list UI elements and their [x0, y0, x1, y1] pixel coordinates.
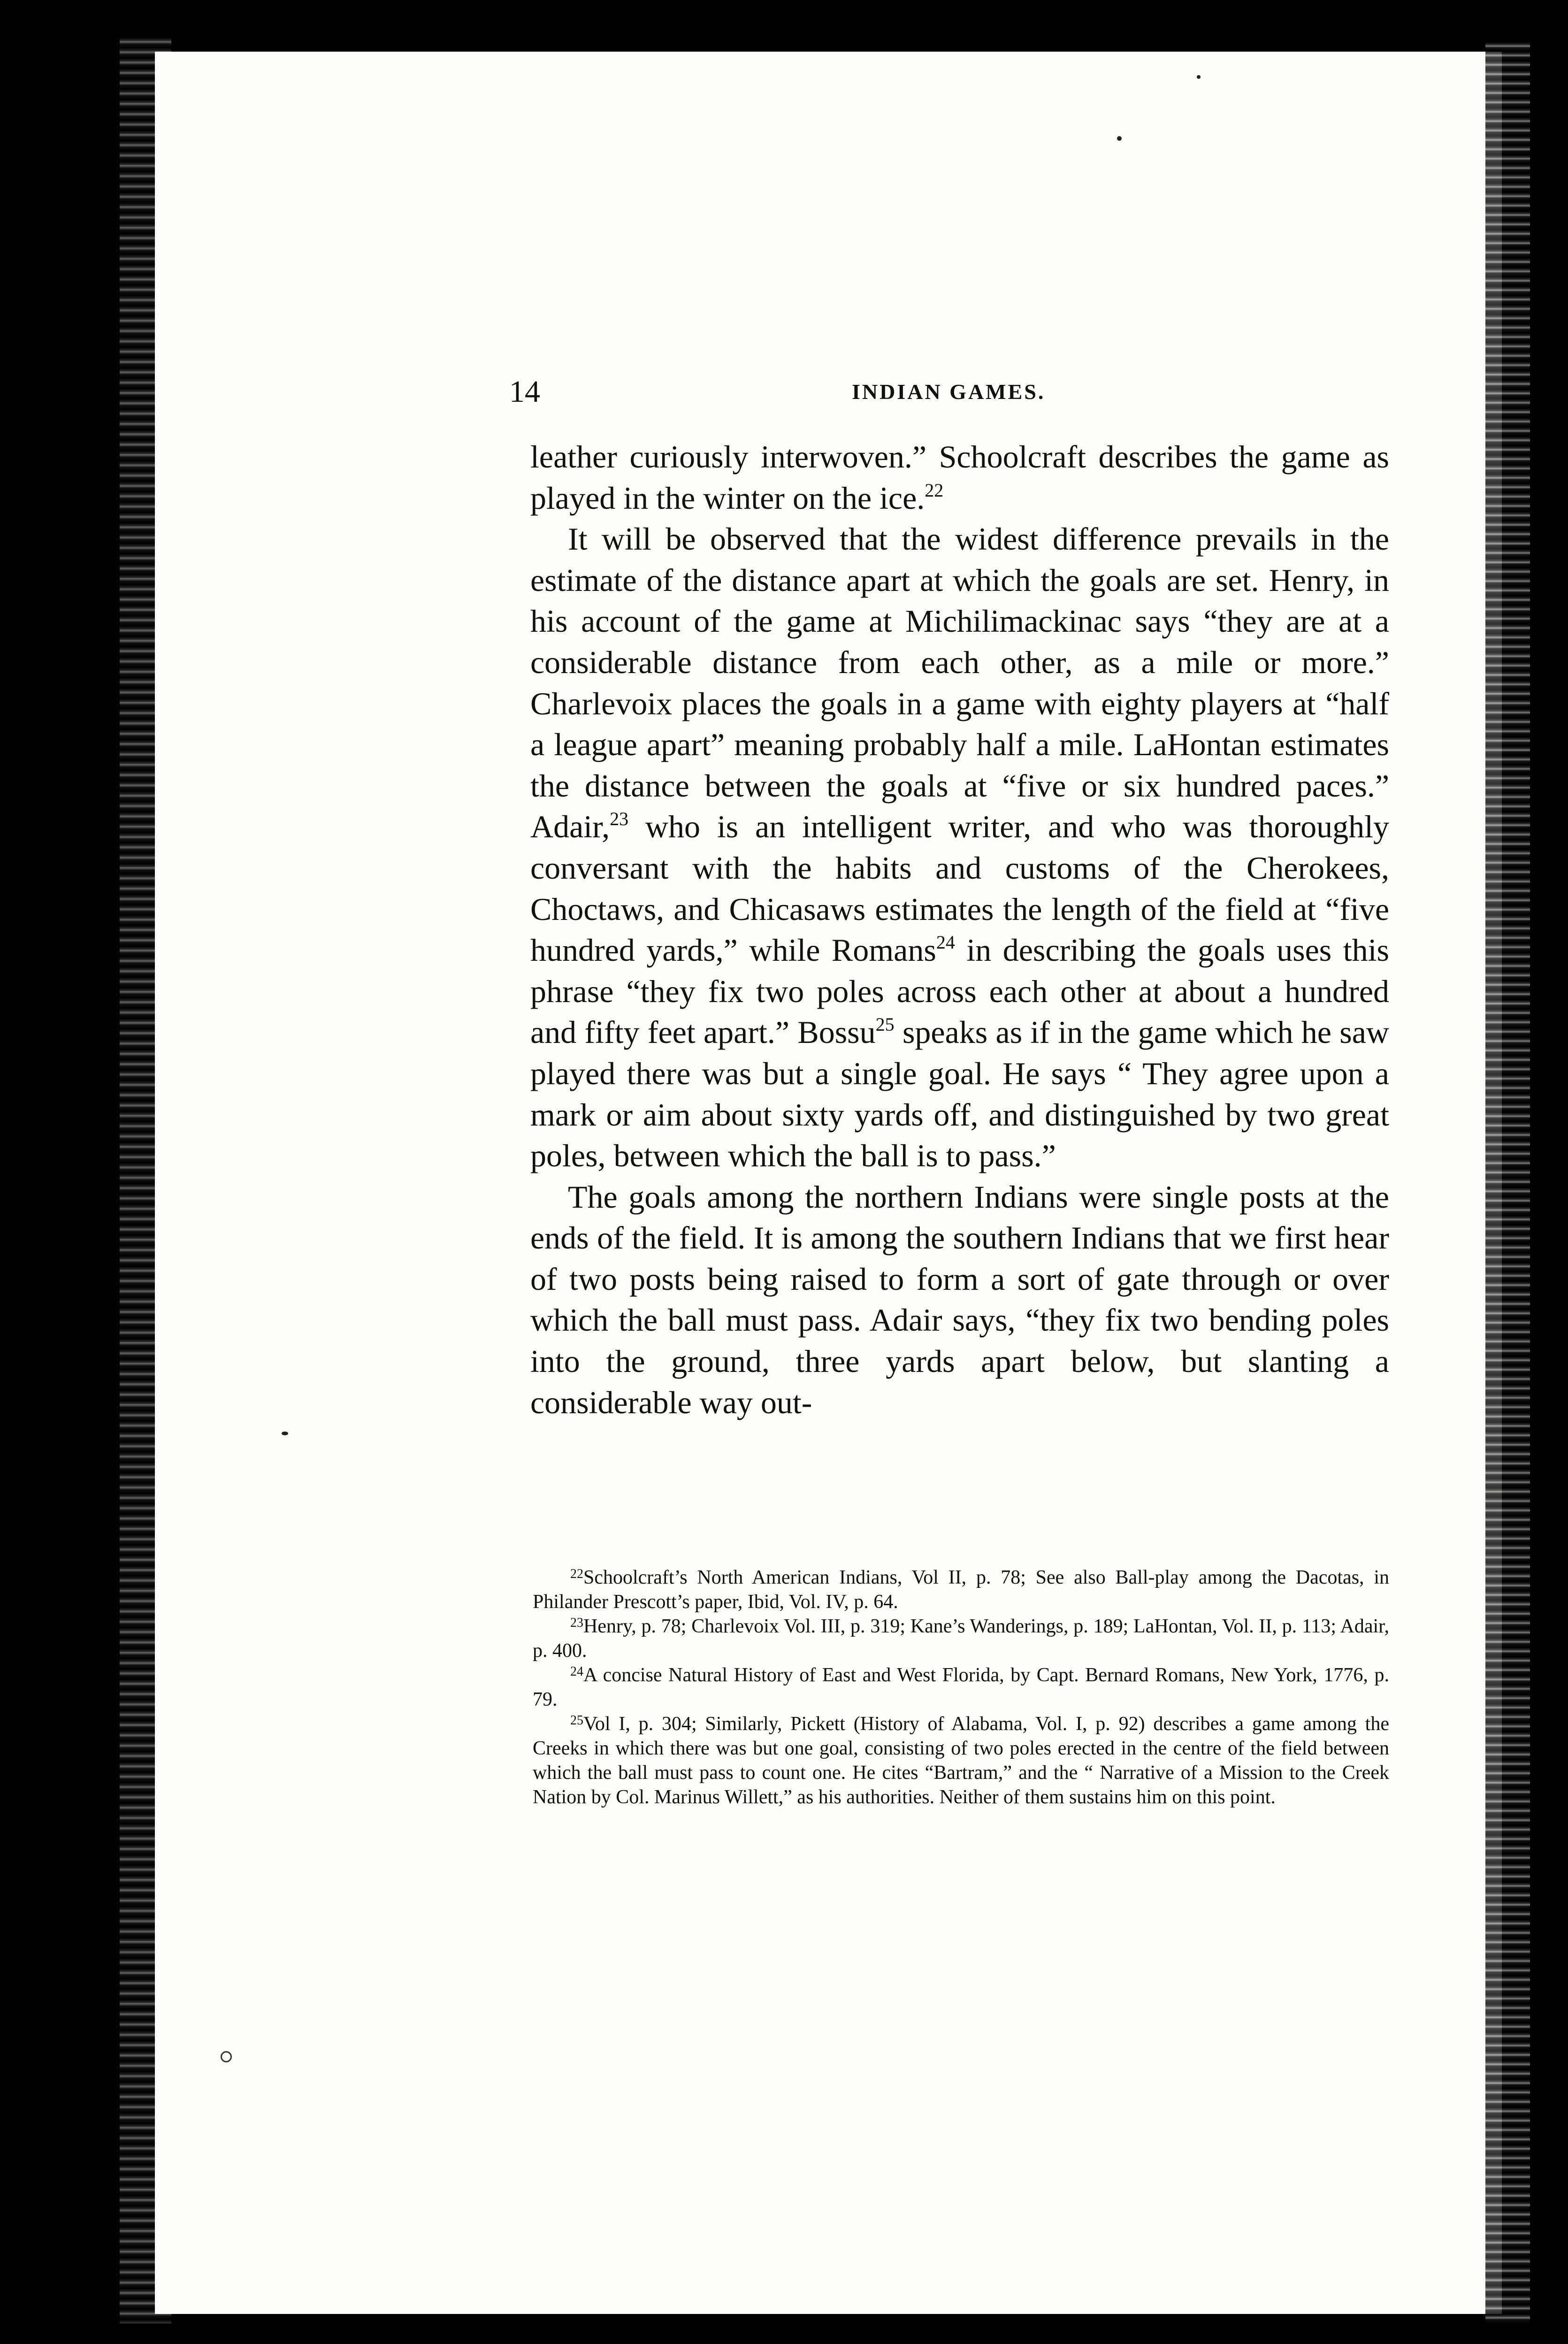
footnote: [533, 1663, 1389, 1712]
scan-speck: [221, 2051, 232, 2062]
scan-speck: [1117, 136, 1122, 141]
scan-speck: [1197, 75, 1201, 79]
footnote: [533, 1614, 1389, 1663]
running-head: INDIAN GAMES.: [852, 380, 1046, 404]
paragraph: [530, 1177, 1389, 1424]
footnote: [533, 1712, 1389, 1809]
footnotes: [533, 1565, 1389, 1809]
scanned-right-edge: [1485, 42, 1530, 2323]
paragraph-text: It will be observed that the widest difference prevails in the estimate of the distance apart at which the goals are set. Henry, in his account of the game at Michilimackinac says “they are at a considerable distance from each other, as a mile or more.” Charlevoix places the goals in a game with eighty players at “half a league apart” meaning probably half a mile. LaHontan estimates the distance between the goals at “five or six hundred paces.” Adair,: [530, 521, 1389, 845]
footnote-reference: 23: [610, 808, 629, 830]
paragraph-text: The goals among the northern Indians were single posts at the ends of the field. It is among the southern Indians that we first hear of two posts being raised to form a sort of gate through or over which the ball must pass. Adair says, “they fix two bending poles into the ground, three yards apart below, but slanting a considerable way out-: [530, 1179, 1389, 1420]
footnote-number: 24: [570, 1664, 583, 1679]
footnote-reference: 24: [936, 932, 955, 953]
paragraph-text: leather curiously interwoven.” Schoolcraft describes the game as played in the winter on the ice.: [530, 439, 1389, 516]
paragraph-text: who is an intelligent writer, and who was thoroughly conversant with the habits and customs of the Cherokees, Choctaws, and Chicasaws estimates the length of the field at “five hundred yards,” while Romans: [530, 809, 1389, 968]
paragraph: [530, 519, 1389, 1177]
footnote-reference: 22: [925, 479, 944, 501]
footnote-text: Schoolcraft’s North American Indians, Vol II, p. 78; See also Ball-play among the Dacotas, in Philander Prescott’s paper, Ibid, Vol. IV, p. 64.: [533, 1567, 1389, 1613]
footnote-number: 25: [570, 1713, 583, 1728]
body-text: [530, 437, 1389, 1423]
footnote-number: 22: [570, 1567, 583, 1581]
page-header: [509, 368, 1392, 415]
footnote-number: 23: [570, 1616, 583, 1630]
paragraph-text: in describing the goals uses this phrase “they fix two poles across each other at about a hundred and fifty feet apart.” Bossu: [530, 932, 1390, 1050]
footnote-text: A concise Natural History of East and West Florida, by Capt. Bernard Romans, New York, 1776, p. 79.: [533, 1664, 1389, 1710]
paragraph: [530, 437, 1389, 519]
paragraph-text: speaks as if in the game which he saw played there was but a single goal. He says “ They agree upon a mark or aim about sixty yards off, and distinguished by two great poles, between which the ball is to pass.”: [530, 1014, 1389, 1174]
footnote-text: Vol I, p. 304; Similarly, Pickett (History of Alabama, Vol. I, p. 92) describes a game among the Creeks in which there was but one goal, consisting of two poles erected in the centre of the field between which the ball must pass to count one. He cites “Bartram,” and the “ Narrative of a Mission to the Creek Nation by Col. Marinus Willett,” as his authorities. Neither of them sustains him on this point.: [533, 1713, 1389, 1808]
footnote-text: Henry, p. 78; Charlevoix Vol. III, p. 319; Kane’s Wanderings, p. 189; LaHontan, Vol. II, p. 113; Adair, p. 400.: [533, 1616, 1389, 1662]
footnote: [533, 1565, 1389, 1614]
page-number: 14: [509, 375, 540, 409]
footnote-reference: 25: [875, 1014, 895, 1035]
scan-speck: [282, 1432, 288, 1435]
